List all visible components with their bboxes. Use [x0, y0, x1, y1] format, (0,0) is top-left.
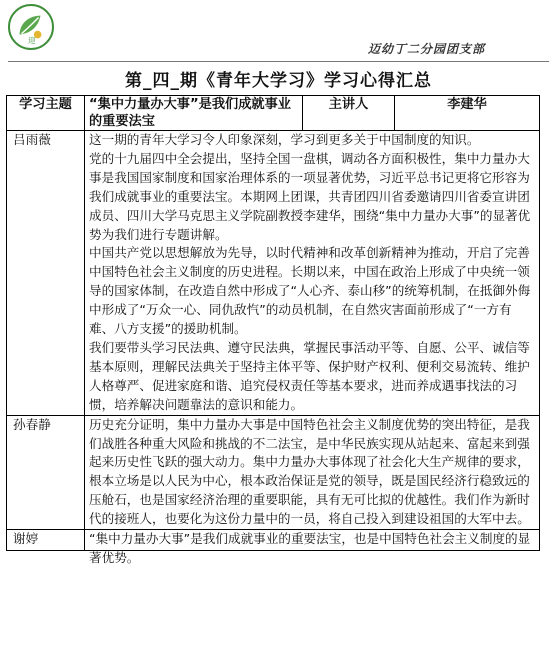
speaker-cell: 李建华	[395, 96, 540, 131]
org-name: 迈幼丁二分园团支部	[367, 42, 485, 56]
student-name-text: 谢婷	[13, 531, 39, 547]
reflection-paragraph: 我们要带头学习民法典、遵守民法典，掌握民事活动平等、自愿、公平、诚信等基本原则，理解民法典关于坚持主体平等、保护财产权利、便利交易流转、维护人格尊严、促进家庭和谐、追究侵权责任等基本要求，进而养成遇事找法的习惯，培养解决问题靠法的意识和能力。	[89, 339, 530, 412]
table-row	[7, 131, 540, 416]
org-logo	[8, 4, 54, 50]
topic-label-cell: 学习主题	[7, 96, 85, 131]
student-name: 吕雨薇	[7, 131, 85, 416]
reflection-paragraph: 党的十九届四中全会提出，坚持全国一盘棋，调动各方面积极性，集中力量办大事是我国国家制度和国家治理体系的一项显著优势，习近平总书记更将它形容为我们成就事业的重要法宝。本期网上团课，共青团四川省委邀请四川省委宣讲团成员、四川大学马克思主义学院副教授李建华，围绕“集中力量办大事”的显著优势为我们进行专题讲解。	[89, 150, 531, 242]
reflection-paragraph: 中国共产党以思想解放为先导，以时代精神和改革创新精神为推动，开启了完善中国特色社会主义制度的历史进程。长期以来，中国在政治上形成了中央统一领导的国家体制，在改造自然中形成了“人心齐、泰山移”的统筹机制，在抵御外侮中形成了“万众一心、同仇敌忾”的动员机制，在自然灾害面前形成了“一方有难、八方支援”的援助机制。	[89, 245, 531, 337]
document-title: 第_四_期《青年大学习》学习心得汇总	[125, 71, 432, 91]
speaker-label-cell: 主讲人	[303, 96, 395, 131]
reflection-paragraph: “集中力量办大事”是我们成就事业的重要法宝，也是中国特色社会主义制度的显著优势。	[89, 531, 531, 565]
header-divider	[8, 61, 549, 62]
leaf-logo-icon	[12, 8, 50, 46]
reflection-text	[85, 530, 540, 565]
table-header-row	[7, 96, 540, 131]
student-name	[7, 530, 85, 551]
reflection-text	[85, 131, 540, 416]
reflection-paragraph: 这一期的青年大学习令人印象深刻，学习到更多关于中国制度的知识。	[89, 132, 480, 147]
summary-table	[6, 95, 540, 565]
reflection-paragraph: 历史充分证明，集中力量办大事是中国特色社会主义制度优势的突出特征，是我们战胜各种重大风险和挑战的不二法宝，是中华民族实现从站起来、富起来到强起来历史性飞跃的强大动力。集中力量办大事体现了社会化大生产规律的要求，根本立场是以人民为中心，根本政治保证是党的领导，既是国民经济行稳致远的压舱石，也是国家经济治理的重要职能，具有无可比拟的优越性。我们作为新时代的接班人，也要化为这份力量中的一员，将自己投入到建设祖国的大军中去。	[89, 416, 530, 527]
table-row	[7, 415, 540, 529]
student-name: 孙春静	[7, 415, 85, 529]
logo-text: 迎	[28, 36, 36, 46]
table-row	[7, 530, 540, 551]
topic-cell: “集中力量办大事”是我们成就事业的重要法宝	[85, 96, 303, 131]
reflection-text	[85, 415, 540, 529]
